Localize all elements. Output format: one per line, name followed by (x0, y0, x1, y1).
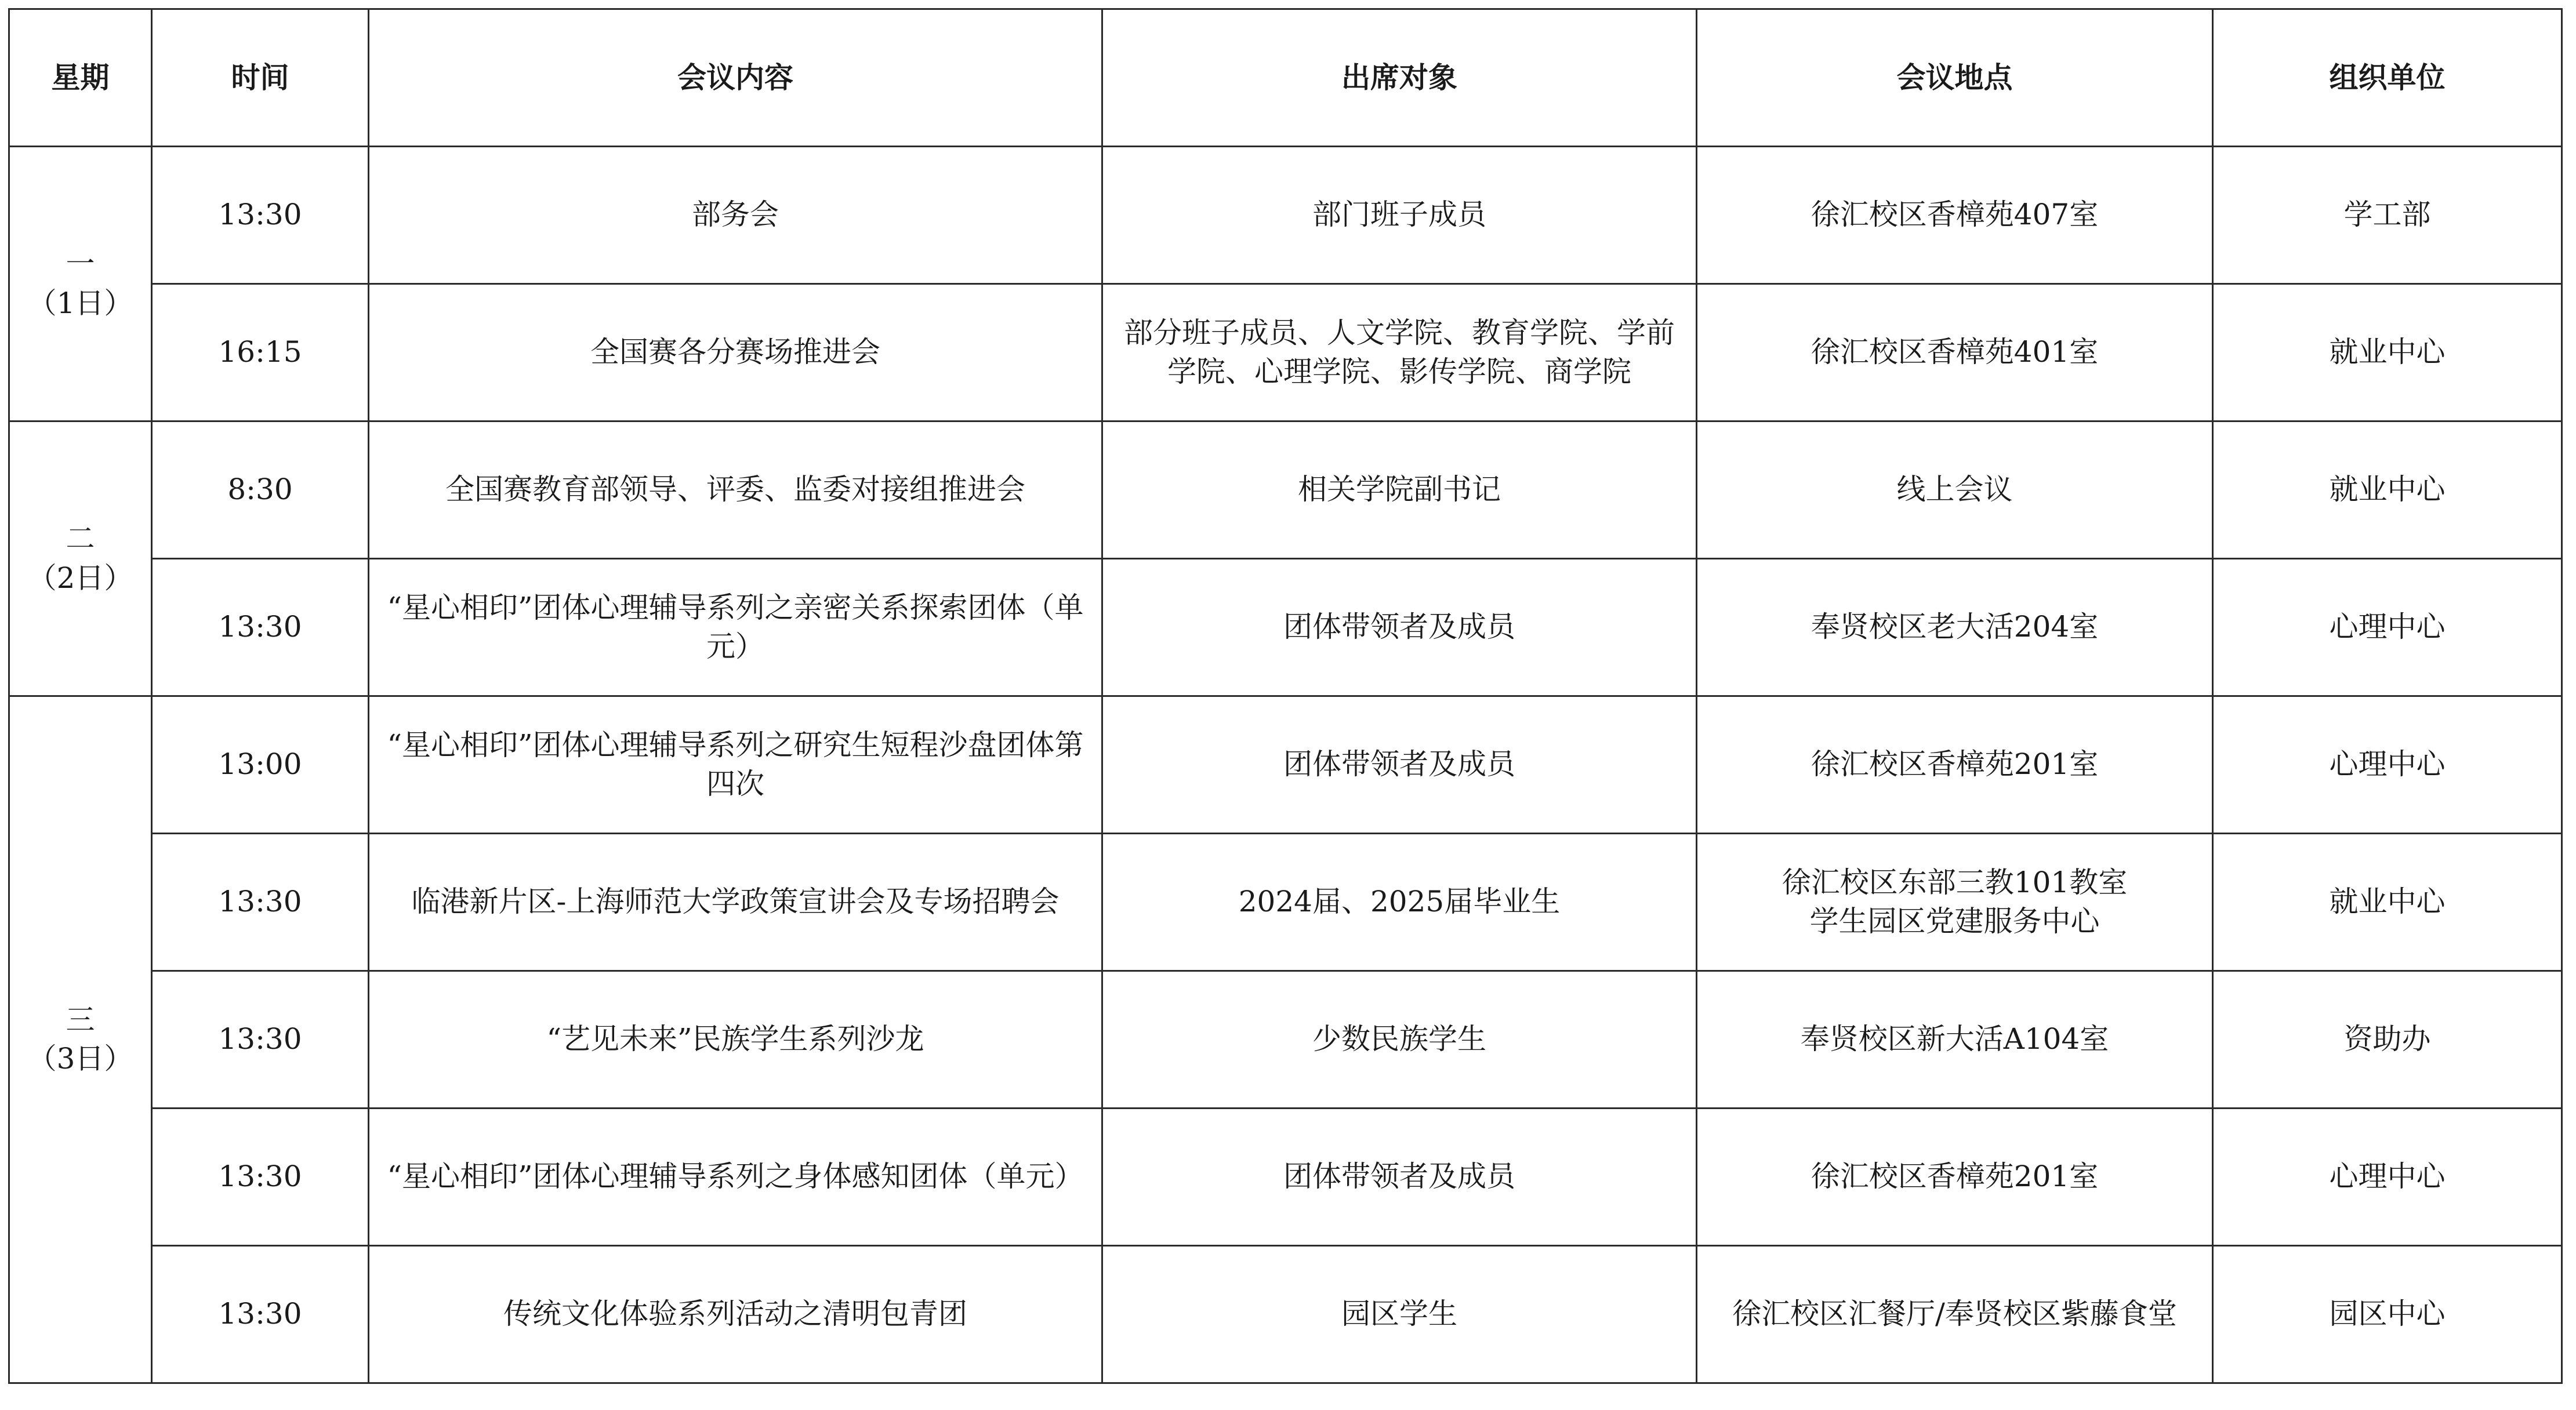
content-cell: 临港新片区-上海师范大学政策宣讲会及专场招聘会 (369, 834, 1102, 971)
header-day: 星期 (9, 9, 152, 147)
attendees-cell: 相关学院副书记 (1102, 421, 1697, 559)
time-cell: 13:30 (152, 559, 369, 696)
content-cell: “艺见未来”民族学生系列沙龙 (369, 971, 1102, 1109)
location-cell: 线上会议 (1697, 421, 2213, 559)
table-row (9, 696, 2562, 834)
header-location: 会议地点 (1697, 9, 2213, 147)
time-cell: 16:15 (152, 284, 369, 421)
table-row (9, 971, 2562, 1109)
organizer-cell: 学工部 (2213, 147, 2562, 284)
time-cell: 8:30 (152, 421, 369, 559)
organizer-cell: 心理中心 (2213, 696, 2562, 834)
header-row (9, 9, 2562, 147)
attendees-cell: 部分班子成员、人文学院、教育学院、学前学院、心理学院、影传学院、商学院 (1102, 284, 1697, 421)
location-cell: 徐汇校区香樟苑407室 (1697, 147, 2213, 284)
location-cell (1697, 834, 2213, 971)
attendees-cell: 2024届、2025届毕业生 (1102, 834, 1697, 971)
table-row (9, 834, 2562, 971)
attendees-cell: 团体带领者及成员 (1102, 559, 1697, 696)
location-cell: 徐汇校区汇餐厅/奉贤校区紫藤食堂 (1697, 1246, 2213, 1383)
day-label: 二 (66, 522, 95, 555)
day-label: 三 (66, 1002, 95, 1037)
location-line: 学生园区党建服务中心 (1809, 904, 2100, 938)
content-cell: 全国赛各分赛场推进会 (369, 284, 1102, 421)
time-cell: 13:30 (152, 834, 369, 971)
organizer-cell: 心理中心 (2213, 559, 2562, 696)
attendees-cell: 团体带领者及成员 (1102, 1109, 1697, 1246)
day-label: 一 (66, 247, 95, 281)
attendees-cell: 团体带领者及成员 (1102, 696, 1697, 834)
table-row (9, 1246, 2562, 1383)
table-row (9, 421, 2562, 559)
attendees-cell: 部门班子成员 (1102, 147, 1697, 284)
organizer-cell: 就业中心 (2213, 284, 2562, 421)
organizer-cell: 就业中心 (2213, 421, 2562, 559)
organizer-cell: 资助办 (2213, 971, 2562, 1109)
meeting-schedule-table (8, 8, 2563, 1384)
time-cell: 13:30 (152, 1109, 369, 1246)
time-cell: 13:30 (152, 971, 369, 1109)
header-time: 时间 (152, 9, 369, 147)
location-cell: 奉贤校区老大活204室 (1697, 559, 2213, 696)
time-cell: 13:30 (152, 1246, 369, 1383)
day-date: （1日） (27, 286, 133, 320)
content-cell: 部务会 (369, 147, 1102, 284)
content-cell: 传统文化体验系列活动之清明包青团 (369, 1246, 1102, 1383)
time-cell: 13:30 (152, 147, 369, 284)
day-cell-monday (9, 147, 152, 421)
header-attendees: 出席对象 (1102, 9, 1697, 147)
day-date: （2日） (27, 561, 133, 595)
content-cell: 全国赛教育部领导、评委、监委对接组推进会 (369, 421, 1102, 559)
location-cell: 徐汇校区香樟苑201室 (1697, 696, 2213, 834)
table-row (9, 284, 2562, 421)
table-row (9, 1109, 2562, 1246)
attendees-cell: 少数民族学生 (1102, 971, 1697, 1109)
content-cell: “星心相印”团体心理辅导系列之研究生短程沙盘团体第四次 (369, 696, 1102, 834)
attendees-cell: 园区学生 (1102, 1246, 1697, 1383)
header-content: 会议内容 (369, 9, 1102, 147)
location-cell: 徐汇校区香樟苑401室 (1697, 284, 2213, 421)
table-row (9, 559, 2562, 696)
content-cell: “星心相印”团体心理辅导系列之亲密关系探索团体（单元） (369, 559, 1102, 696)
day-cell-tuesday (9, 421, 152, 696)
organizer-cell: 心理中心 (2213, 1109, 2562, 1246)
header-organizer: 组织单位 (2213, 9, 2562, 147)
day-date: （3日） (27, 1042, 133, 1075)
day-cell-wednesday (9, 696, 152, 1383)
organizer-cell: 园区中心 (2213, 1246, 2562, 1383)
location-line: 徐汇校区东部三教101教室 (1782, 865, 2128, 899)
location-cell: 奉贤校区新大活A104室 (1697, 971, 2213, 1109)
content-cell: “星心相印”团体心理辅导系列之身体感知团体（单元） (369, 1109, 1102, 1246)
organizer-cell: 就业中心 (2213, 834, 2562, 971)
time-cell: 13:00 (152, 696, 369, 834)
table-row (9, 147, 2562, 284)
location-cell: 徐汇校区香樟苑201室 (1697, 1109, 2213, 1246)
